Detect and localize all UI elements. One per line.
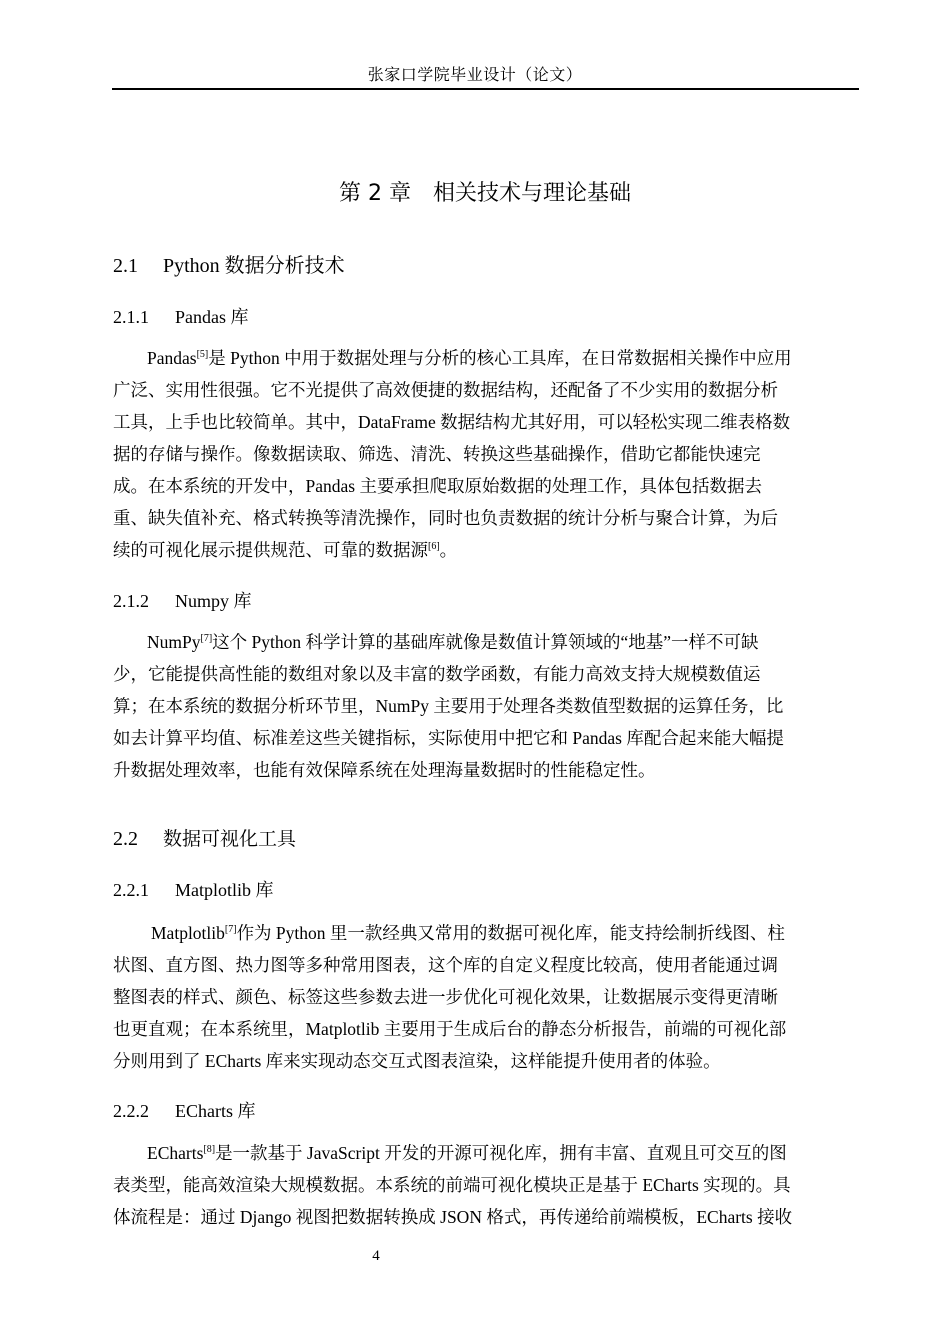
running-header: 张家口学院毕业设计（论文） xyxy=(367,67,583,84)
subsection-title: Matplotlib 库 xyxy=(175,880,274,900)
chapter-number: 第 2 章 xyxy=(339,181,411,206)
subsection-number: 2.2.1 xyxy=(113,880,149,900)
subsection-heading-2-2-1 xyxy=(113,878,274,902)
subsection-number: 2.1.2 xyxy=(113,591,149,611)
section-title: 数据可视化工具 xyxy=(163,828,297,850)
paragraph-line: 广泛、实用性很强。它不光提供了高效便捷的数据结构，还配备了不少实用的数据分析 xyxy=(113,380,778,400)
chapter-name: 相关技术与理论基础 xyxy=(432,181,631,206)
paragraph-line: Pandas[5]是 Python 中用于数据处理与分析的核心工具库，在日常数据相关操作中应用 xyxy=(147,348,792,368)
paragraph-line: 少，它能提供高性能的数组对象以及丰富的数学函数，有能力高效支持大规模数值运 xyxy=(113,664,761,684)
paragraph-line: 工具，上手也比较简单。其中，DataFrame 数据结构尤其好用，可以轻松实现二维表格数 xyxy=(113,412,791,432)
citation-ref: [5] xyxy=(196,349,209,360)
paragraph-line: 据的存储与操作。像数据读取、筛选、清洗、转换这些基础操作，借助它都能快速完 xyxy=(113,444,761,464)
paragraph-line: 成。在本系统的开发中，Pandas 主要承担爬取原始数据的处理工作，具体包括数据去 xyxy=(113,476,762,496)
header-rule xyxy=(112,88,859,90)
citation-ref: [6] xyxy=(428,541,440,552)
subsection-title: ECharts 库 xyxy=(175,1101,256,1121)
paragraph-pandas xyxy=(113,342,860,566)
paragraph-line: 续的可视化展示提供规范、可靠的数据源[6]。 xyxy=(113,540,458,560)
section-number: 2.2 xyxy=(113,828,138,850)
subsection-number: 2.1.1 xyxy=(113,307,149,327)
citation-ref: [7] xyxy=(200,633,213,644)
paragraph-line: 重、缺失值补充、格式转换等清洗操作，同时也负责数据的统计分析与聚合计算，为后 xyxy=(113,508,778,528)
paragraph-line: 如去计算平均值、标准差这些关键指标，实际使用中把它和 Pandas 库配合起来能大幅提 xyxy=(113,728,784,748)
paragraph-line: 体流程是：通过 Django 视图把数据转换成 JSON 格式，再传递给前端模板，ECharts 接收 xyxy=(113,1207,793,1227)
paragraph-echarts xyxy=(113,1137,860,1233)
paragraph-line: ECharts[8]是一款基于 JavaScript 开发的开源可视化库，拥有丰富、直观且可交互的图 xyxy=(147,1143,787,1163)
paragraph-line: 算；在本系统的数据分析环节里，NumPy 主要用于处理各类数值型数据的运算任务，比 xyxy=(113,696,784,716)
subsection-heading-2-2-2 xyxy=(113,1099,256,1123)
section-heading-2-2 xyxy=(113,826,296,852)
paragraph-numpy xyxy=(113,626,860,786)
paragraph-line: 分则用到了 ECharts 库来实现动态交互式图表渲染，这样能提升使用者的体验。 xyxy=(113,1051,721,1071)
paragraph-line: 升数据处理效率，也能有效保障系统在处理海量数据时的性能稳定性。 xyxy=(113,760,656,780)
paragraph-line: Matplotlib[7]作为 Python 里一款经典又常用的数据可视化库，能支持绘制折线图、柱 xyxy=(151,923,785,943)
paragraph-matplotlib xyxy=(113,917,860,1077)
paragraph-line: 状图、直方图、热力图等多种常用图表，这个库的自定义程度比较高，使用者能通过调 xyxy=(113,955,778,975)
subsection-heading-2-1-2 xyxy=(113,589,252,613)
section-title: Python 数据分析技术 xyxy=(163,255,345,277)
paragraph-line: 表类型，能高效渲染大规模数据。本系统的前端可视化模块正是基于 ECharts 实现的。具 xyxy=(113,1175,791,1195)
section-heading-2-1 xyxy=(113,253,345,279)
page-number: 4 xyxy=(372,1248,380,1264)
paragraph-line: NumPy[7]这个 Python 科学计算的基础库就像是数值计算领域的“地基”一样不可缺 xyxy=(147,632,759,652)
citation-ref: [8] xyxy=(203,1144,216,1155)
subsection-heading-2-1-1 xyxy=(113,305,249,329)
section-number: 2.1 xyxy=(113,255,138,277)
paragraph-line: 整图表的样式、颜色、标签这些参数去进一步优化可视化效果，让数据展示变得更清晰 xyxy=(113,987,778,1007)
subsection-title: Numpy 库 xyxy=(175,591,252,611)
paragraph-line: 也更直观；在本系统里，Matplotlib 主要用于生成后台的静态分析报告，前端的可视化部 xyxy=(113,1019,787,1039)
subsection-title: Pandas 库 xyxy=(175,307,249,327)
subsection-number: 2.2.2 xyxy=(113,1101,149,1121)
citation-ref: [7] xyxy=(224,924,237,935)
chapter-title xyxy=(0,180,950,208)
